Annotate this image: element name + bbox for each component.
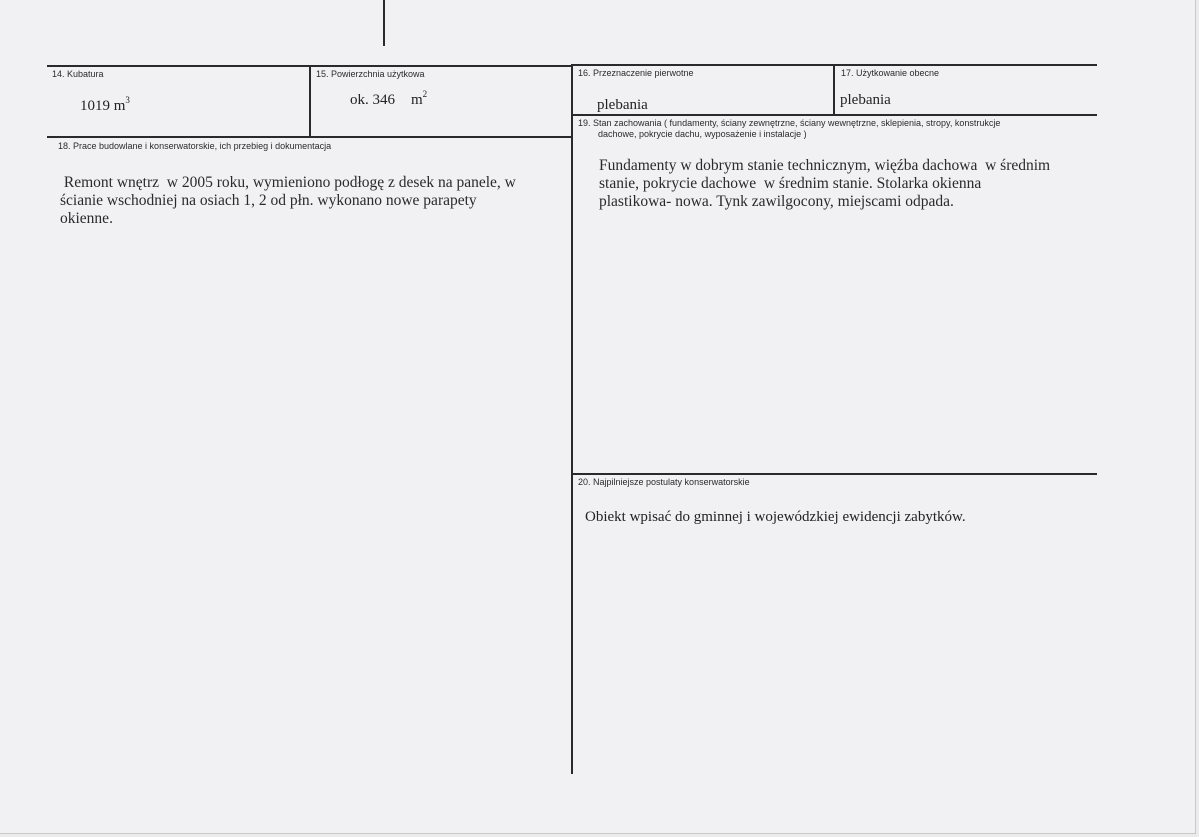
- prace-label: 18. Prace budowlane i konserwatorskie, ich przebieg i dokumentacja: [58, 141, 332, 151]
- prace-line: ścianie wschodniej na osiach 1, 2 od płn. wykonano nowe parapety: [60, 192, 477, 209]
- divider-14-15: [309, 65, 311, 137]
- stan-line: plastikowa- nowa. Tynk zawilgocony, miejscami odpada.: [599, 193, 954, 210]
- postulaty-value: Obiekt wpisać do gminnej i wojewódzkiej ewidencji zabytków.: [585, 509, 966, 525]
- prace-line: okienne.: [60, 210, 113, 227]
- powierzchnia-value: [350, 91, 427, 110]
- przeznaczenie-label: 16. Przeznaczenie pierwotne: [578, 68, 694, 78]
- stan-label-line1: 19. Stan zachowania ( fundamenty, ściany zewnętrzne, ściany wewnętrzne, sklepienia, stropy, konstrukcje: [578, 118, 1001, 128]
- center-column-divider: [571, 64, 573, 774]
- divider-16-17: [833, 64, 835, 114]
- uzytkowanie-label: 17. Użytkowanie obecne: [841, 68, 940, 78]
- powierzchnia-unit: $m^2$: [411, 89, 428, 108]
- header-top-rule-right: [573, 64, 1097, 66]
- stan-label-line2: dachowe, pokrycie dachu, wyposażenie i instalacje ): [598, 129, 807, 139]
- kubatura-number: 1019 m: [80, 98, 126, 114]
- kubatura-label: 14. Kubatura: [52, 69, 104, 79]
- powierzchnia-exponent: 2: [422, 89, 428, 99]
- stan-line: stanie, pokrycie dachowe w średnim stanie. Stolarka okienna: [599, 175, 982, 192]
- rule-above-18: [47, 136, 573, 138]
- przeznaczenie-value: plebania: [597, 97, 648, 113]
- kubatura-exponent: 3: [125, 95, 130, 105]
- stan-text: [599, 157, 1094, 211]
- powierzchnia-label: 15. Powierzchnia użytkowa: [316, 69, 425, 79]
- rule-above-20: [573, 473, 1097, 475]
- postulaty-label: 20. Najpilniejsze postulaty konserwatorskie: [578, 477, 750, 487]
- top-divider-line: [383, 0, 385, 46]
- powierzchnia-number: ok. 346: [350, 92, 395, 108]
- rule-above-19: [573, 114, 1097, 116]
- stan-line: Fundamenty w dobrym stanie technicznym, więźba dachowa w średnim: [599, 157, 1051, 174]
- prace-line: Remont wnętrz w 2005 roku, wymieniono podłogę z desek na panele, w: [60, 174, 516, 191]
- uzytkowanie-value: plebania: [840, 92, 891, 108]
- kubatura-value: [80, 97, 130, 116]
- prace-text: [60, 174, 560, 228]
